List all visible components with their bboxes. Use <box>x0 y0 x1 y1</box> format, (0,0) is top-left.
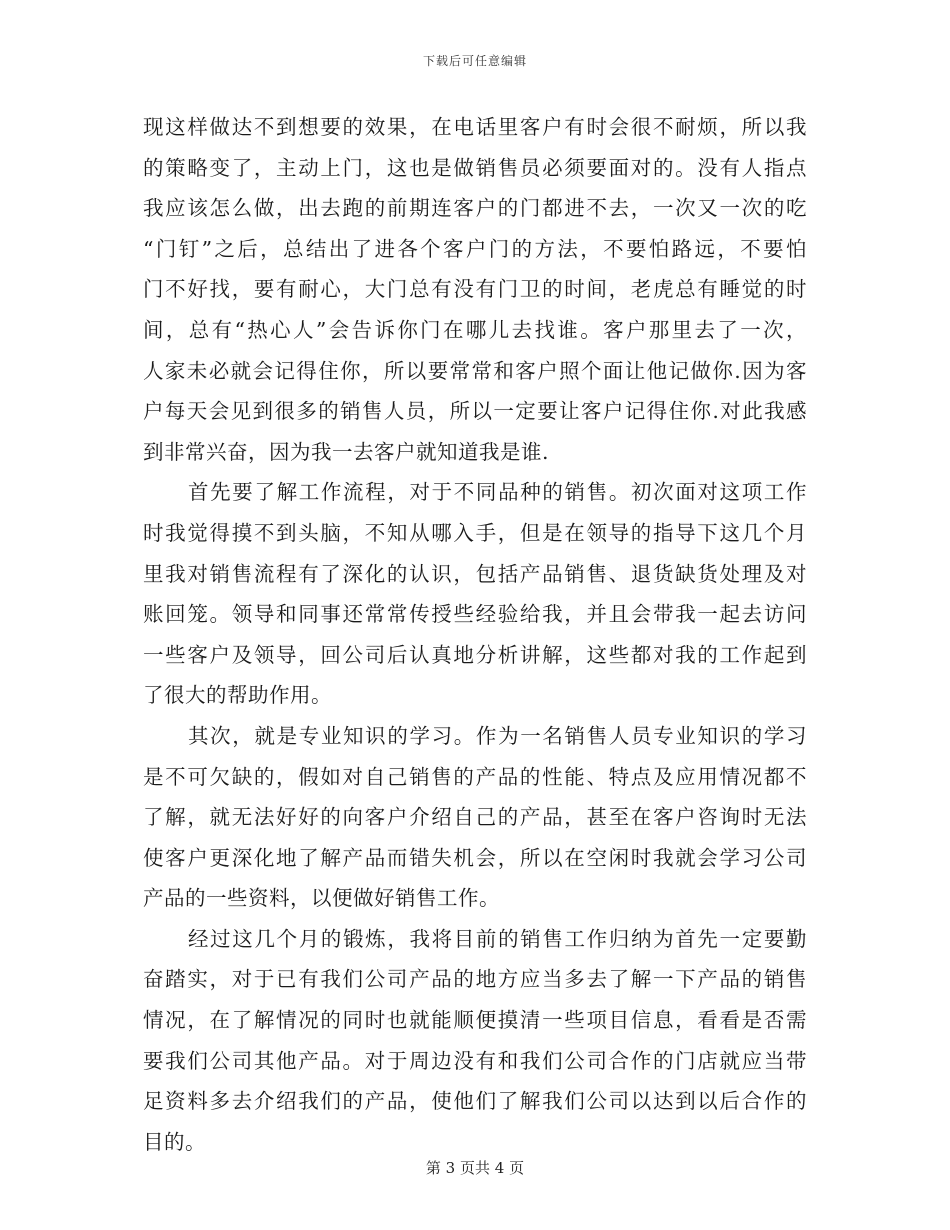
text-line: 时我觉得摸不到头脑，不知从哪入手，但是在领导的指导下这几个月 <box>143 520 807 545</box>
text-line: 产品的一些资料，以便做好销售工作。 <box>143 886 500 911</box>
text-line: 足资料多去介绍我们的产品，使他们了解我们公司以达到以后合作的 <box>143 1089 807 1114</box>
text-line: 门不好找，要有耐心，大门总有没有门卫的时间，老虎总有睡觉的时 <box>143 277 807 302</box>
paragraph-2 <box>143 472 807 716</box>
text-line: 目的。 <box>143 1129 206 1154</box>
paragraph-4 <box>143 919 807 1163</box>
text-line: 是不可欠缺的，假如对自己销售的产品的性能、特点及应用情况都不 <box>143 764 807 789</box>
text-line: 里我对销售流程有了深化的认识，包括产品销售、退货缺货处理及对 <box>143 561 807 586</box>
text-line: 户每天会见到很多的销售人员，所以一定要让客户记得住你.对此我感 <box>143 399 807 424</box>
text-line: 我应该怎么做，出去跑的前期连客户的门都进不去，一次又一次的吃 <box>143 196 807 221</box>
text-line: 使客户更深化地了解产品而错失机会，所以在空闲时我就会学习公司 <box>143 845 807 870</box>
document-body <box>143 107 807 1162</box>
text-line: 了解，就无法好好的向客户介绍自己的产品，甚至在客户咨询时无法 <box>143 805 807 830</box>
text-line: 奋踏实，对于已有我们公司产品的地方应当多去了解一下产品的销售 <box>143 967 807 992</box>
text-line: 一些客户及领导，回公司后认真地分析讲解，这些都对我的工作起到 <box>143 642 807 667</box>
paragraph-3 <box>143 716 807 919</box>
text-line: 人家未必就会记得住你，所以要常常和客户照个面让他记做你.因为客 <box>143 358 807 383</box>
text-line: 的策略变了，主动上门，这也是做销售员必须要面对的。没有人指点 <box>143 155 807 180</box>
text-line: 首先要了解工作流程，对于不同品种的销售。初次面对这项工作 <box>188 480 807 505</box>
text-line: 到非常兴奋，因为我一去客户就知道我是谁. <box>143 439 550 464</box>
text-line: 现这样做达不到想要的效果，在电话里客户有时会很不耐烦，所以我 <box>143 115 807 139</box>
text-line: 账回笼。领导和同事还常常传授些经验给我，并且会带我一起去访问 <box>143 602 807 627</box>
text-line: “门钉”之后，总结出了进各个客户门的方法，不要怕路远，不要怕 <box>143 236 807 261</box>
paragraph-1 <box>143 107 807 472</box>
page-number-footer: 第 3 页共 4 页 <box>425 1159 525 1177</box>
page-header: 下载后可任意编辑 <box>422 54 527 68</box>
text-line: 要我们公司其他产品。对于周边没有和我们公司合作的门店就应当带 <box>143 1048 807 1073</box>
text-line: 情况，在了解情况的同时也就能顺便摸清一些项目信息，看看是否需 <box>143 1008 807 1033</box>
text-line: 其次，就是专业知识的学习。作为一名销售人员专业知识的学习 <box>188 723 807 748</box>
text-line: 间，总有“热心人”会告诉你门在哪儿去找谁。客户那里去了一次， <box>143 317 807 342</box>
text-line: 经过这几个月的锻炼，我将目前的销售工作归纳为首先一定要勤 <box>188 926 807 951</box>
text-line: 了很大的帮助作用。 <box>143 683 332 708</box>
